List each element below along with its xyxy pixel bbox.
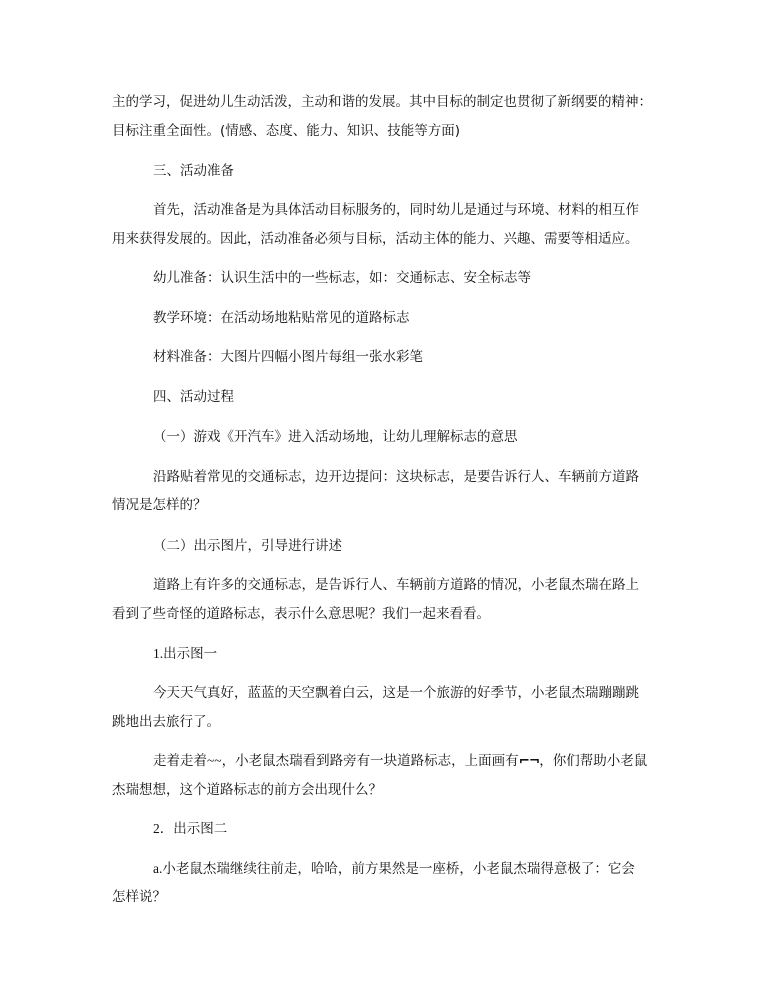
paragraph-bridge-line1 [153, 859, 635, 879]
heading-activity-process: 四、活动过程 [153, 389, 234, 405]
list-item-label: 出示图二 [173, 821, 228, 837]
list-item-label: 出示图一 [163, 646, 218, 662]
paragraph-bridge-line2: 怎样说？ [112, 889, 166, 905]
list-number: 2． [153, 821, 174, 836]
paragraph-weather-line2: 跳地出去旅行了。 [112, 714, 220, 730]
item-marker: a. [153, 861, 163, 876]
paragraph-weather-line1: 今天天气真好，蓝蓝的天空飘着白云，这是一个旅游的好季节，小老鼠杰瑞蹦蹦跳 [153, 685, 639, 701]
paragraph-child-preparation: 幼儿准备：认识生活中的一些标志，如：交通标志、安全标志等 [153, 270, 531, 286]
paragraph-goals-line1: 主的学习，促进幼儿生动活泼，主动和谐的发展。其中目标的制定也贯彻了新纲要的精神： [112, 94, 652, 110]
bridge-sign-icon: ⌐¬ [518, 753, 540, 769]
text-walking: 走着走着 [153, 753, 207, 769]
paragraph-goals-line2: 目标注重全面性。(情感、态度、能力、知识、技能等方面) [112, 123, 461, 139]
subheading-show-pictures: （二）出示图片，引导进行讲述 [153, 538, 342, 554]
paragraph-road-signs-line2: 情况是怎样的？ [112, 497, 207, 513]
paragraph-teaching-environment: 教学环境：在活动场地粘贴常见的道路标志 [153, 310, 410, 326]
paragraph-walking-line2: 杰瑞想想，这个道路标志的前方会出现什么？ [112, 782, 382, 798]
subheading-game: （一）游戏《开汽车》进入活动场地，让幼儿理解标志的意思 [153, 429, 518, 445]
paragraph-material-preparation: 材料准备：大图片四幅小图片每组一张水彩笔 [153, 349, 423, 365]
tilde-symbol: ~~ [207, 753, 222, 768]
paragraph-traffic-signs-line1: 道路上有许多的交通标志，是告诉行人、车辆前方道路的情况，小老鼠杰瑞在路上 [153, 577, 639, 593]
list-item-picture-two [153, 819, 227, 839]
paragraph-traffic-signs-line2: 看到了些奇怪的道路标志，表示什么意思呢？我们一起来看看。 [112, 606, 490, 622]
text-saw-sign: ，小老鼠杰瑞看到路旁有一块道路标志，上面画有 [221, 753, 519, 769]
paragraph-preparation-line2: 用来获得发展的。因此，活动准备必须与目标，活动主体的能力、兴趣、需要等相适应。 [112, 231, 639, 247]
list-number: 1. [153, 646, 164, 661]
list-item-picture-one [153, 644, 217, 664]
paragraph-road-signs-line1: 沿路贴着常见的交通标志，边开边提问：这块标志，是要告诉行人、车辆前方道路 [153, 469, 639, 485]
text-help-mouse: ，你们帮助小老鼠 [539, 753, 648, 769]
paragraph-walking-line1 [153, 751, 647, 771]
paragraph-preparation-line1: 首先，活动准备是为具体活动目标服务的，同时幼儿是通过与环境、材料的相互作 [153, 202, 639, 218]
text-bridge: 小老鼠杰瑞继续往前走，哈哈，前方果然是一座桥，小老鼠杰瑞得意极了：它会 [162, 861, 635, 877]
heading-activity-preparation: 三、活动准备 [153, 163, 234, 179]
